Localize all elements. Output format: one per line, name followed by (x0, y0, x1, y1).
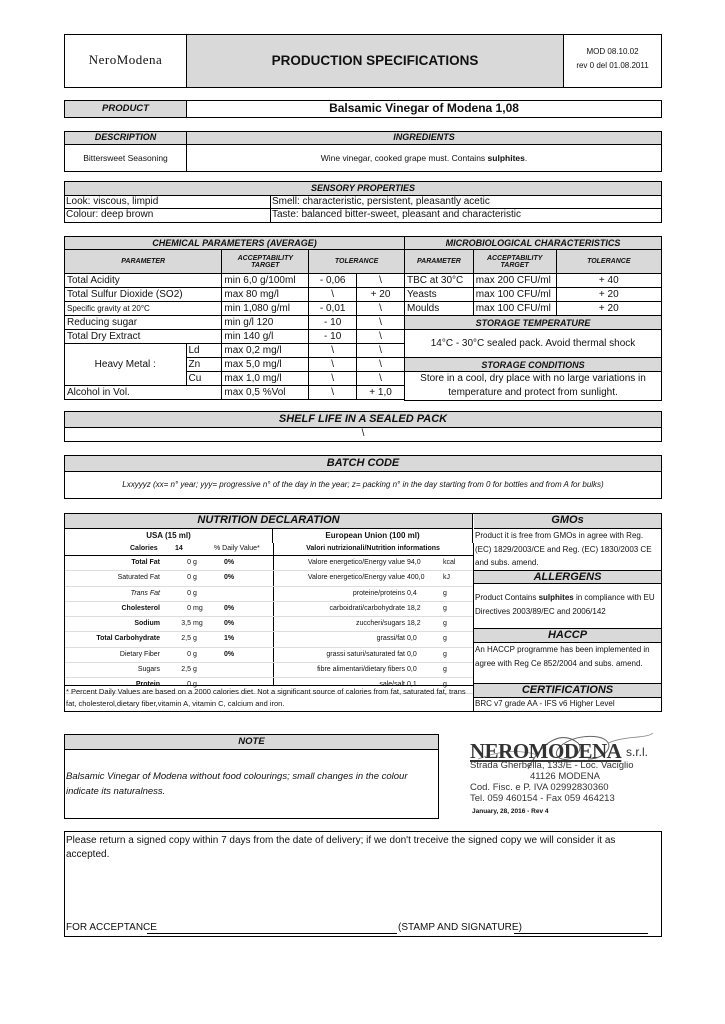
tolerance-minus: \ (309, 372, 357, 386)
usa-nutrient-qty: 2,5 (181, 635, 191, 643)
micro-target: max 200 CFU/ml (473, 274, 556, 288)
micro-title: MICROBIOLOGICAL CHARACTERISTICS (405, 237, 662, 250)
shelf-life-value: \ (361, 428, 365, 439)
table-row (65, 663, 273, 678)
nutrition-block (64, 513, 662, 712)
storage-conditions-title: STORAGE CONDITIONS (405, 358, 662, 372)
tolerance-minus: - 0,01 (309, 302, 357, 316)
tolerance-minus: \ (309, 288, 357, 302)
allergens-prefix: Product Contains (475, 593, 539, 602)
usa-nutrient-label: Sugars (137, 666, 160, 674)
micro-col-tolerance: TOLERANCE (556, 250, 661, 274)
shelf-life-title: SHELF LIFE IN A SEALED PACK (65, 412, 661, 428)
tolerance-minus: \ (309, 344, 357, 358)
chemical-title: CHEMICAL PARAMETERS (AVERAGE) (65, 237, 405, 250)
stamp-city: 41126 MODENA (529, 771, 601, 782)
usa-nutrient-qty: 0 (187, 650, 191, 658)
tolerance-minus: - 10 (309, 330, 357, 344)
description-value: Bittersweet Seasoning (65, 145, 187, 171)
allergens-text (474, 591, 661, 627)
tolerance-plus: + 20 (357, 288, 405, 302)
table-row (65, 632, 273, 647)
ingredients-value (187, 145, 661, 171)
table-row (65, 648, 273, 663)
table-row (65, 587, 273, 602)
target-value: min g/l 120 (222, 316, 309, 330)
eu-nutrient-label: Valore energetico/Energy value (307, 559, 405, 566)
eu-nutrient-label: grassi/fat (376, 635, 405, 643)
for-acceptance-label: FOR ACCEPTANCE (66, 922, 157, 933)
tolerance-minus: - 10 (309, 316, 357, 330)
usa-nutrient-unit: g (193, 559, 197, 566)
usa-nutrient-unit: g (193, 666, 197, 674)
usa-nutrient-unit: g (193, 635, 197, 643)
table-row (273, 617, 473, 632)
eu-nutrient-label: zuccheri/sugars (355, 620, 405, 628)
usa-nutrient-unit: mg (193, 604, 203, 612)
calories-label: Calories (130, 545, 158, 552)
company-stamp (468, 729, 663, 821)
ingredients-suffix: . (524, 153, 528, 163)
heavy-metal-label: Heavy Metal : (65, 344, 187, 386)
usa-nutrient-label: Dietary Fiber (119, 650, 160, 658)
usa-nutrient-label: Total Fat (131, 559, 160, 566)
eu-nutrient-unit: kJ (443, 574, 450, 582)
table-row (65, 302, 405, 316)
allergens-title: ALLERGENS (474, 570, 661, 584)
page-title: PRODUCTION SPECIFICATIONS (187, 35, 564, 87)
usa-nutrient-label: Cholesterol (121, 604, 160, 612)
table-row (405, 302, 662, 316)
param-reducing-sugar: Reducing sugar (65, 316, 222, 330)
eu-rows (273, 556, 473, 694)
tolerance-minus: - 0,06 (309, 274, 357, 288)
storage-temperature-value: 14°C - 30°C sealed pack. Avoid thermal shock (405, 330, 662, 358)
table-row (65, 344, 405, 358)
eu-nutrient-unit: kcal (443, 559, 456, 566)
table-row (65, 386, 405, 400)
stamp-company: NEROMODENA (470, 739, 622, 763)
batch-code-title: BATCH CODE (65, 456, 661, 472)
note-text: Balsamic Vinegar of Modena without food colourings; small changes in the colour indicate its naturalness. (66, 771, 408, 797)
usa-heading: USA (15 ml) (65, 529, 273, 543)
eu-nutrient-qty: 0,0 (407, 635, 417, 643)
usa-nutrient-qty: 0 (187, 574, 191, 582)
haccp-title: HACCP (474, 628, 661, 643)
param-sulfur-dioxide: Total Sulfur Dioxide (SO2) (65, 288, 222, 302)
ingredients-label: INGREDIENTS (187, 132, 661, 145)
tolerance-plus: + 1,0 (357, 386, 405, 400)
usa-nutrient-daily-value: 0% (224, 604, 235, 612)
chemical-col-target: ACCEPTABILITY TARGET (222, 250, 309, 274)
tolerance-minus: \ (309, 358, 357, 372)
stamp-signature-label: (STAMP AND SIGNATURE) (398, 922, 522, 933)
usa-nutrient-daily-value: 1% (224, 635, 235, 643)
param-total-acidity: Total Acidity (65, 274, 222, 288)
micro-target: max 100 CFU/ml (473, 302, 556, 316)
eu-nutrient-qty: 0,4 (407, 589, 417, 597)
metal-element: Zn (186, 358, 222, 372)
usa-nutrient-unit: g (193, 589, 197, 597)
allergens-bold: sulphites (538, 593, 574, 602)
haccp-text: An HACCP programme has been implemented in agree with Reg Ce 852/2004 and subs. amend. (475, 645, 650, 668)
tolerance-plus: \ (357, 358, 405, 372)
usa-nutrient-daily-value: 0% (224, 650, 235, 658)
micro-target: max 100 CFU/ml (473, 288, 556, 302)
storage-conditions-value: Store in a cool, dry place with no large variations in temperature and protect from sunlight. (405, 372, 662, 401)
usa-nutrient-qty: 0 (187, 559, 191, 566)
target-value: min 6,0 g/100ml (222, 274, 309, 288)
eu-nutrient-label: carboidrati/carbohydrate (329, 604, 405, 612)
table-row (273, 602, 473, 617)
table-row (65, 556, 273, 571)
storage-temperature-title: STORAGE TEMPERATURE (405, 316, 662, 330)
usa-nutrient-label: Sodium (134, 620, 160, 628)
table-row (65, 274, 405, 288)
micro-param: Yeasts (405, 288, 474, 302)
gmo-title: GMOs (474, 514, 661, 529)
eu-nutrient-label: grassi saturi/saturated fat (326, 650, 405, 658)
usa-nutrient-qty: 0 (187, 604, 191, 612)
stamp-signature-line[interactable] (514, 933, 648, 934)
sensory-look: Look: viscous, limpid (65, 196, 271, 209)
table-row (273, 648, 473, 663)
eu-nutrient-qty: 0,0 (407, 650, 417, 658)
table-row (65, 602, 273, 617)
usa-nutrient-daily-value: 0% (224, 574, 235, 582)
table-row (65, 288, 405, 302)
usa-nutrient-daily-value: 0% (224, 620, 235, 628)
usa-nutrient-qty: 3,5 (181, 620, 191, 628)
usa-nutrient-unit: g (193, 574, 197, 582)
gmo-text: Product it is free from GMOs in agree with Reg. (EC) 1829/2003/CE and Reg. (EC) 1830/2003 CE and subs. amend. (475, 531, 652, 567)
acceptance-text: Please return a signed copy within 7 days from the date of delivery; if we don't treceive the signed copy we will consider it as accepted. (66, 835, 616, 860)
ingredients-text: Wine vinegar, cooked grape must. Contains (320, 153, 488, 163)
param-alcohol: Alcohol in Vol. (65, 386, 222, 400)
stamp-phone: Tel. 059 460154 - Fax 059 464213 (470, 793, 615, 804)
target-value: min 140 g/l (222, 330, 309, 344)
table-row (65, 316, 405, 330)
eu-nutrient-unit: g (443, 650, 447, 658)
sensory-smell: Smell: characteristic, persistent, pleasantly acetic (271, 196, 661, 209)
daily-value-label: % Daily Value* (214, 545, 260, 552)
micro-tolerance: + 20 (556, 288, 661, 302)
chemical-col-parameter: PARAMETER (65, 250, 222, 274)
usa-nutrient-qty: 2,5 (181, 666, 191, 674)
acceptance-block (64, 831, 662, 937)
eu-nutrient-qty: 0,0 (407, 666, 417, 674)
table-row (273, 632, 473, 647)
usa-nutrient-qty: 0 (187, 589, 191, 597)
description-label: DESCRIPTION (65, 132, 187, 145)
usa-nutrient-label: Saturated Fat (117, 574, 160, 582)
micro-col-target: ACCEPTABILITY TARGET (473, 250, 556, 274)
table-row (273, 556, 473, 571)
batch-code-value: Lxxyyyz (xx= n° year; yyy= progressive n° of the day in the year; z= packing n° in the day starting from 0 for bottles and from A for bulks) (122, 480, 604, 489)
table-row (273, 587, 473, 602)
sensory-block (64, 181, 662, 223)
sensory-taste: Taste: balanced bitter-sweet, pleasant and characteristic (272, 209, 522, 220)
micro-param: Moulds (405, 302, 474, 316)
ingredients-allergen: sulphites (487, 153, 525, 163)
table-row (405, 288, 662, 302)
eu-nutrient-qty: 18,2 (407, 604, 421, 612)
tolerance-plus: \ (357, 274, 405, 288)
micro-table (404, 236, 662, 401)
eu-nutrient-unit: g (443, 666, 447, 674)
metal-element: Ld (186, 344, 222, 358)
table-row (273, 663, 473, 678)
document-code: MOD 08.10.02 (586, 47, 639, 56)
table-row (65, 617, 273, 632)
tolerance-plus: \ (357, 302, 405, 316)
product-name: Balsamic Vinegar of Modena 1,08 (329, 101, 519, 115)
shelf-life-block (64, 411, 662, 442)
table-row (65, 571, 273, 586)
calories-value: 14 (175, 545, 183, 552)
product-label: PRODUCT (65, 101, 187, 117)
sensory-title: SENSORY PROPERTIES (65, 182, 661, 196)
usa-nutrient-unit: g (193, 650, 197, 658)
product-row (64, 100, 662, 118)
stamp-address: Strada Gherbella, 133/E - Loc. Vaciglio (470, 760, 634, 771)
chemical-col-tolerance: TOLERANCE (309, 250, 405, 274)
allergens-suffix: in compliance with EU Directives 2003/89/EC and 2006/142 (475, 593, 655, 616)
eu-nutrient-label: Valore energetico/Energy value (307, 574, 405, 582)
eu-nutrient-unit: g (443, 620, 447, 628)
nutrition-title: NUTRITION DECLARATION (65, 514, 473, 529)
usa-nutrient-label: Total Carbohydrate (96, 635, 160, 643)
eu-subheading: Valori nutrizionali/Nutrition informations (306, 545, 440, 552)
certifications-title: CERTIFICATIONS (474, 683, 661, 698)
stamp-company-suffix: s.r.l. (626, 745, 649, 759)
certifications-text: BRC v7 grade AA - IFS v6 Higher Level (475, 699, 615, 708)
note-title: NOTE (65, 735, 438, 750)
tolerance-plus: \ (357, 330, 405, 344)
table-row (65, 330, 405, 344)
micro-param: TBC at 30°C (405, 274, 474, 288)
acceptance-signature-line[interactable] (147, 933, 397, 934)
eu-nutrient-qty: 400,0 (407, 574, 425, 582)
eu-nutrient-label: proteine/proteins (352, 589, 405, 597)
usa-rows (65, 556, 273, 694)
micro-tolerance: + 20 (556, 302, 661, 316)
param-specific-gravity: Specific gravity at 20°C (65, 302, 222, 316)
usa-nutrient-daily-value: 0% (224, 559, 235, 566)
nutrition-footnote: * Percent Daily Values are based on a 2000 calories diet. Not a significant source of calories from fat, saturated fat, trans fat, cholesterol,dietary fiber,vitamin A, vitamin C, calcium and iron. (66, 687, 466, 708)
eu-nutrient-qty: 94,0 (407, 559, 421, 566)
eu-nutrient-unit: g (443, 589, 447, 597)
tolerance-minus: \ (309, 386, 357, 400)
tolerance-plus: \ (357, 344, 405, 358)
metal-element: Cu (186, 372, 222, 386)
sensory-colour: Colour: deep brown (65, 209, 271, 222)
param-dry-extract: Total Dry Extract (65, 330, 222, 344)
note-block (64, 734, 439, 819)
batch-code-block (64, 455, 662, 499)
description-block (64, 131, 662, 172)
usa-nutrient-label: Trans Fat (130, 589, 160, 597)
eu-nutrient-unit: g (443, 635, 447, 643)
tolerance-plus: \ (357, 372, 405, 386)
target-value: max 0,2 mg/l (222, 344, 309, 358)
company-logo: NeroModena (65, 35, 187, 87)
eu-heading: European Union (100 ml) (273, 529, 473, 543)
chemical-table (64, 236, 405, 400)
eu-nutrient-label: fibre alimentari/dietary fibers (317, 666, 405, 674)
usa-nutrient-unit: mg (193, 620, 203, 628)
stamp-tax-id: Cod. Fisc. e P. IVA 02992830360 (470, 782, 609, 793)
stamp-date: January, 28, 2016 - Rev 4 (472, 808, 549, 815)
table-row (273, 571, 473, 586)
target-value: max 0,5 %Vol (222, 386, 309, 400)
eu-nutrient-qty: 18,2 (407, 620, 421, 628)
target-value: min 1,080 g/ml (222, 302, 309, 316)
target-value: max 80 mg/l (222, 288, 309, 302)
micro-tolerance: + 40 (556, 274, 661, 288)
target-value: max 5,0 mg/l (222, 358, 309, 372)
eu-nutrient-unit: g (443, 604, 447, 612)
header-box (64, 34, 662, 88)
micro-col-parameter: PARAMETER (405, 250, 474, 274)
revision-date: rev 0 del 01.08.2011 (576, 61, 649, 70)
table-row (405, 274, 662, 288)
target-value: max 1,0 mg/l (222, 372, 309, 386)
tolerance-plus: \ (357, 316, 405, 330)
